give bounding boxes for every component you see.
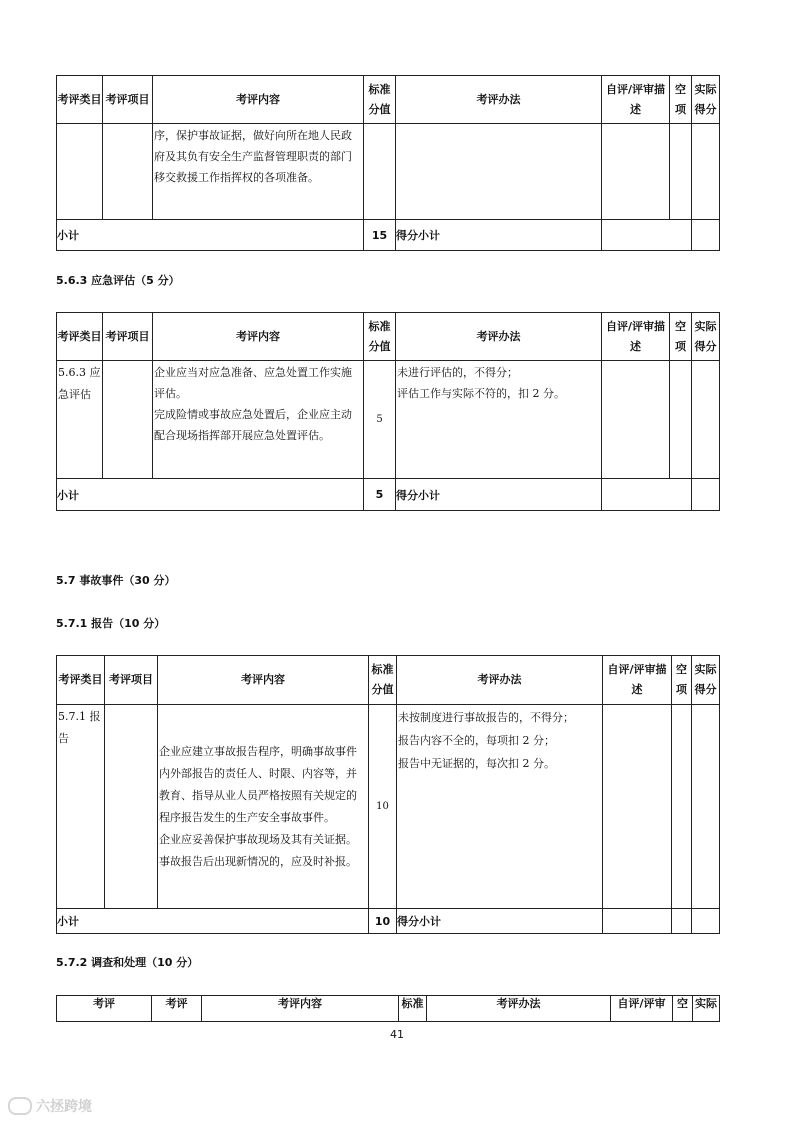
watermark: [8, 1096, 92, 1116]
header-actual-score: 实际得分: [692, 656, 720, 705]
header-item: 考评: [152, 996, 202, 1022]
cell-item: [105, 705, 158, 909]
header-content: 考评内容: [202, 996, 399, 1022]
method-line: 未进行评估的，不得分；: [397, 366, 518, 379]
cell-content: [153, 361, 364, 479]
page-number: 41: [390, 1028, 404, 1041]
header-empty-item: 空: [673, 996, 693, 1022]
method-line: 评估工作与实际不符的，扣 2 分。: [397, 387, 565, 400]
cell-self-review: [603, 705, 672, 909]
header-item: 考评项目: [105, 656, 158, 705]
header-standard-score: 标准: [399, 996, 427, 1022]
watermark-text: 六拯跨境: [36, 1099, 92, 1115]
cell-item: [103, 361, 153, 479]
content-line: 企业应建立事故报告程序，明确事故事件内外部报告的责任人、时限、内容等，并教育、指导从业人员严格按照有关规定的程序报告发生的生产安全事故事件。: [159, 744, 357, 824]
header-category: 考评类目: [57, 313, 103, 361]
header-category: 考评类目: [57, 76, 103, 124]
header-content: 考评内容: [158, 656, 369, 705]
section-heading-5-6-3: 5.6.3 应急评估（5 分）: [56, 274, 180, 287]
cell-value: 5: [364, 361, 396, 479]
cell-method: [396, 361, 602, 479]
section-heading-5-7-1: 5.7.1 报告（10 分）: [56, 617, 166, 630]
cell-category: 5.7.1 报告: [57, 705, 105, 909]
score-subtotal-actual: [692, 909, 720, 934]
table-continued: [56, 75, 720, 251]
header-content: 考评内容: [153, 313, 364, 361]
score-subtotal-cell: [602, 220, 692, 251]
section-heading-5-7-2: 5.7.2 调查和处理（10 分）: [56, 956, 199, 969]
cell-method: [396, 124, 602, 220]
header-self-review: 自评/评审描述: [603, 656, 672, 705]
content-line: 企业应当对应急准备、应急处置工作实施评估。: [154, 366, 352, 400]
cell-method: [397, 705, 603, 909]
score-subtotal-label: 得分小计: [397, 909, 603, 934]
header-content: 考评内容: [153, 76, 364, 124]
header-actual-score: 实际: [693, 996, 720, 1022]
score-subtotal-actual: [692, 220, 720, 251]
subtotal-value: 5: [364, 479, 396, 511]
header-actual-score: 实际得分: [692, 313, 720, 361]
cell-empty: [670, 361, 692, 479]
header-standard-score: 标准分值: [364, 76, 396, 124]
header-method: 考评办法: [396, 313, 602, 361]
content-line: 企业应妥善保护事故现场及其有关证据。事故报告后出现新情况的，应及时补报。: [159, 832, 357, 868]
section-heading-5-7: 5.7 事故事件（30 分）: [56, 574, 176, 587]
subtotal-label: 小计: [57, 479, 364, 511]
score-subtotal-cell: [602, 479, 692, 511]
header-method: 考评办法: [427, 996, 611, 1022]
header-standard-score: 标准分值: [369, 656, 397, 705]
cell-value: [364, 124, 396, 220]
watermark-logo-icon: [8, 1097, 32, 1115]
subtotal-label: 小计: [57, 220, 364, 251]
score-subtotal-cell: [603, 909, 672, 934]
score-subtotal-actual: [692, 479, 720, 511]
cell-empty: [670, 124, 692, 220]
cell-empty: [672, 705, 692, 909]
table-5-7-1: [56, 655, 720, 934]
method-line: 报告中无证据的，每次扣 2 分。: [398, 757, 555, 770]
cell-actual: [692, 124, 720, 220]
content-line: 完成险情或事故应急处置后，企业应主动配合现场指挥部开展应急处置评估。: [154, 408, 352, 442]
header-empty-item: 空项: [672, 656, 692, 705]
score-subtotal-label: 得分小计: [396, 220, 602, 251]
header-self-review: 自评/评审描述: [602, 76, 670, 124]
cell-value: 10: [369, 705, 397, 909]
score-subtotal-label: 得分小计: [396, 479, 602, 511]
header-empty-item: 空项: [670, 76, 692, 124]
score-subtotal-empty: [672, 909, 692, 934]
table-5-7-2: [56, 995, 720, 1022]
cell-actual: [692, 361, 720, 479]
header-item: 考评项目: [103, 76, 153, 124]
header-category: 考评: [57, 996, 152, 1022]
subtotal-value: 10: [369, 909, 397, 934]
method-line: 报告内容不全的，每项扣 2 分；: [398, 734, 555, 747]
method-line: 未按制度进行事故报告的，不得分；: [398, 711, 574, 724]
header-method: 考评办法: [396, 76, 602, 124]
header-category: 考评类目: [57, 656, 105, 705]
cell-category: [57, 124, 103, 220]
cell-actual: [692, 705, 720, 909]
header-self-review: 自评/评审: [611, 996, 673, 1022]
header-empty-item: 空项: [670, 313, 692, 361]
cell-content: 序，保护事故证据，做好向所在地人民政府及其负有安全生产监督管理职责的部门移交救援工作指挥权的各项准备。: [153, 124, 364, 220]
table-5-6-3: [56, 312, 720, 511]
cell-self-review: [602, 124, 670, 220]
header-method: 考评办法: [397, 656, 603, 705]
header-standard-score: 标准分值: [364, 313, 396, 361]
cell-category: 5.6.3 应急评估: [57, 361, 103, 479]
header-item: 考评项目: [103, 313, 153, 361]
header-actual-score: 实际得分: [692, 76, 720, 124]
subtotal-value: 15: [364, 220, 396, 251]
header-self-review: 自评/评审描述: [602, 313, 670, 361]
cell-self-review: [602, 361, 670, 479]
cell-content: [158, 705, 369, 909]
subtotal-label: 小计: [57, 909, 369, 934]
cell-item: [103, 124, 153, 220]
